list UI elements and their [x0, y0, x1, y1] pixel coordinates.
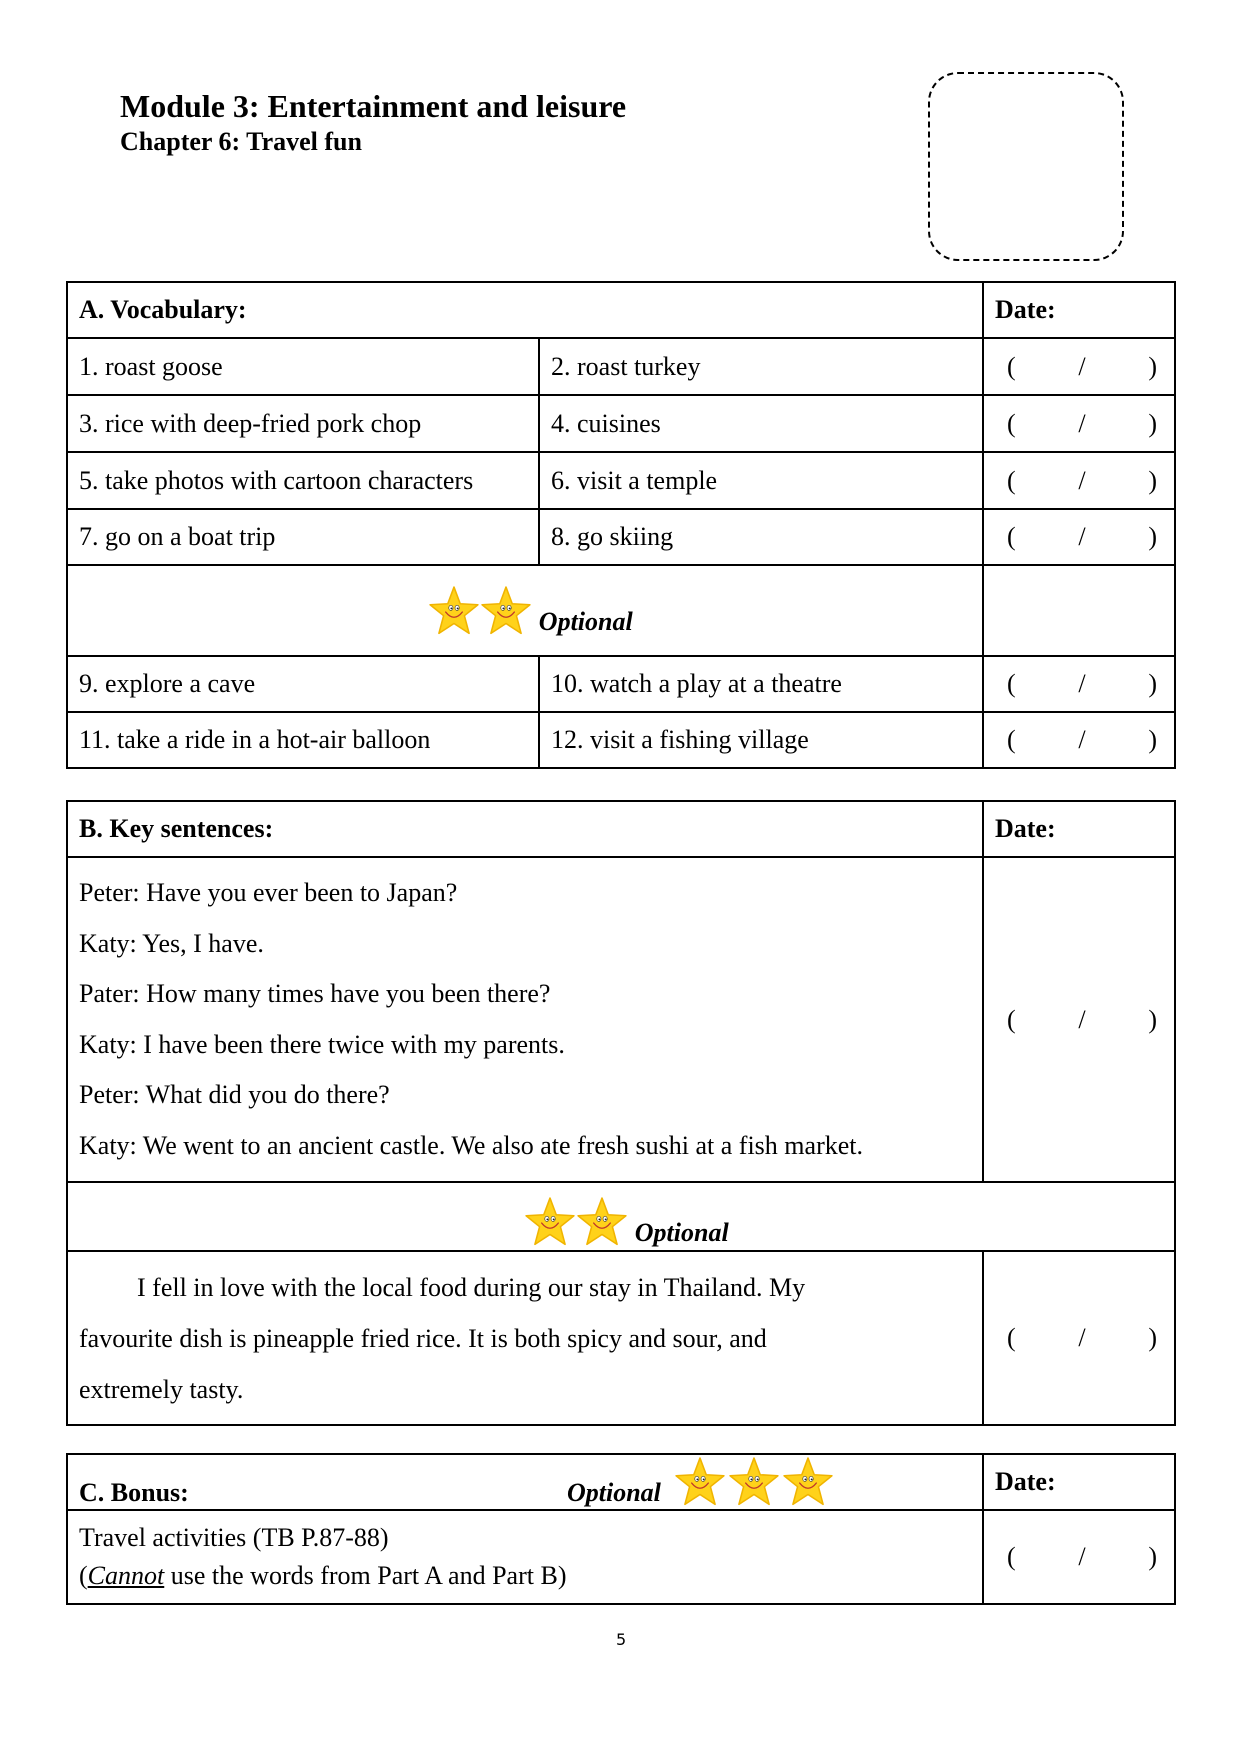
vocab-item: 10. watch a play at a theatre: [539, 656, 983, 712]
optional-banner: [67, 565, 983, 656]
date-field[interactable]: ( / ): [983, 509, 1175, 565]
key-sentences-table: [66, 800, 1176, 1426]
sticker-box: [928, 72, 1124, 261]
vocab-item: 9. explore a cave: [67, 656, 539, 712]
vocab-row: [67, 509, 1175, 565]
vocab-item: 7. go on a boat trip: [67, 509, 539, 565]
date-field[interactable]: ( / ): [983, 1251, 1175, 1425]
optional-banner: [67, 1182, 1175, 1251]
chapter-title: Chapter 6: Travel fun: [120, 127, 362, 156]
vocab-row: [67, 452, 1175, 509]
date-field[interactable]: ( / ): [983, 1510, 1175, 1604]
bonus-task: [67, 1510, 983, 1604]
smiley-star-icon: [524, 1196, 576, 1248]
section-b-heading: B. Key sentences:: [67, 801, 983, 857]
bonus-table: [66, 1453, 1176, 1605]
optional-label: Optional: [634, 1218, 729, 1247]
paragraph-line: extremely tasty.: [79, 1374, 244, 1404]
section-c-header: [67, 1454, 983, 1510]
date-label: Date:: [983, 801, 1175, 857]
vocab-row: [67, 656, 1175, 712]
dialog-cell: [67, 857, 983, 1182]
vocab-item: 1. roast goose: [67, 338, 539, 395]
vocab-item: 4. cuisines: [539, 395, 983, 452]
date-field[interactable]: ( / ): [983, 656, 1175, 712]
dialog-line: Peter: Have you ever been to Japan?: [79, 878, 458, 907]
vocab-item: 11. take a ride in a hot-air balloon: [67, 712, 539, 768]
optional-label: Optional: [567, 1478, 661, 1507]
dialog-line: Katy: Yes, I have.: [79, 928, 264, 958]
optional-paragraph: [67, 1251, 983, 1425]
vocab-item: 12. visit a fishing village: [539, 712, 983, 768]
smiley-star-icon: [480, 585, 532, 637]
vocab-item: 5. take photos with cartoon characters: [67, 452, 539, 509]
dialog-line: Pater: How many times have you been there?: [79, 979, 551, 1008]
smiley-star-icon: [576, 1196, 628, 1248]
date-field[interactable]: ( / ): [983, 452, 1175, 509]
optional-label: Optional: [538, 606, 633, 636]
vocab-row: [67, 712, 1175, 768]
bonus-task-line: Travel activities (TB P.87-88): [79, 1523, 389, 1552]
page-number: 5: [616, 1630, 627, 1649]
section-c-heading: C. Bonus:: [79, 1478, 189, 1507]
vocab-row: [67, 395, 1175, 452]
date-field[interactable]: ( / ): [983, 338, 1175, 395]
smiley-star-icon: [727, 1456, 781, 1508]
vocabulary-table: [66, 281, 1176, 769]
section-a-heading: A. Vocabulary:: [67, 282, 983, 338]
cannot-emphasis: Cannot: [87, 1561, 165, 1590]
smiley-star-icon: [673, 1456, 727, 1508]
date-field[interactable]: ( / ): [983, 395, 1175, 452]
paragraph-line: I fell in love with the local food during our stay in Thailand. My: [137, 1272, 806, 1302]
dialog-line: Katy: We went to an ancient castle. We also ate fresh sushi at a fish market.: [79, 1130, 863, 1160]
empty-date-cell: [983, 565, 1175, 656]
bonus-task-note: (Cannot use the words from Part A and Part B): [79, 1561, 567, 1590]
vocab-item: 2. roast turkey: [539, 338, 983, 395]
smiley-star-icon: [781, 1456, 835, 1508]
dialog-line: Katy: I have been there twice with my parents.: [79, 1029, 565, 1059]
paragraph-line: favourite dish is pineapple fried rice. It is both spicy and sour, and: [79, 1323, 767, 1353]
vocab-row: [67, 338, 1175, 395]
date-label: Date:: [983, 1454, 1175, 1510]
date-label: Date:: [983, 282, 1175, 338]
date-field[interactable]: ( / ): [983, 857, 1175, 1182]
module-title: Module 3: Entertainment and leisure: [120, 88, 627, 124]
date-field[interactable]: ( / ): [983, 712, 1175, 768]
vocab-item: 3. rice with deep-fried pork chop: [67, 395, 539, 452]
dialog-line: Peter: What did you do there?: [79, 1080, 390, 1109]
smiley-star-icon: [428, 585, 480, 637]
vocab-item: 8. go skiing: [539, 509, 983, 565]
vocab-item: 6. visit a temple: [539, 452, 983, 509]
